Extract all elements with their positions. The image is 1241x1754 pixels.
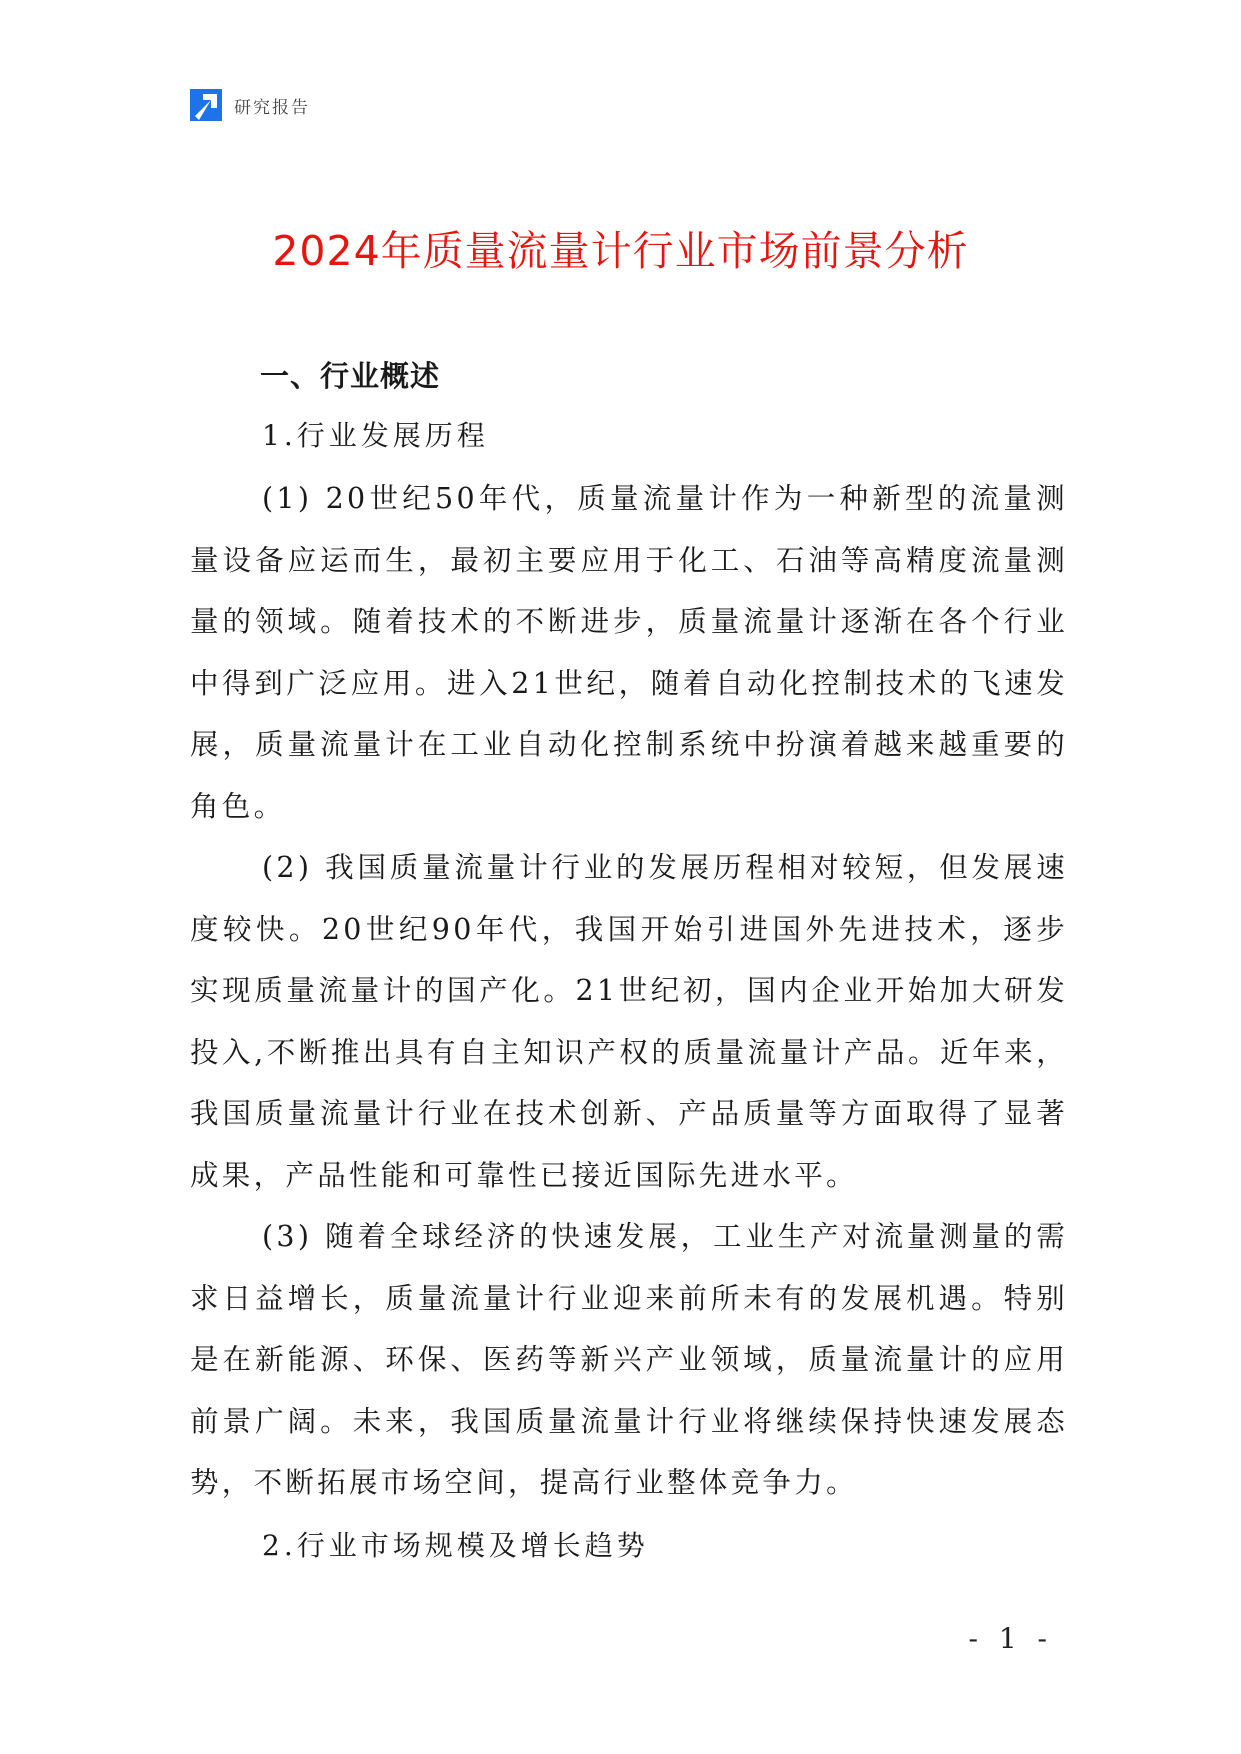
paragraph: (3) 随着全球经济的快速发展，工业生产对流量测量的需求日益增长，质量流量计行业迎来前所未有的发展机遇。特别是在新能源、环保、医药等新兴产业领域，质量流量计的应用前景广阔。未来，我国质量流量计行业将继续保持快速发展态势，不断拓展市场空间，提高行业整体竞争力。 [190,1220,1068,1499]
subsection-heading: 1.行业发展历程 [262,419,489,452]
header-label: 研究报告 [234,97,310,118]
arrow-up-right-icon [190,89,222,121]
paragraph: (2) 我国质量流量计行业的发展历程相对较短，但发展速度较快。20世纪90年代，我国开始引进国外先进技术，逐步实现质量流量计的国产化。21世纪初，国内企业开始加大研发投入,不断推出具有自主知识产权的质量流量计产品。近年来，我国质量流量计行业在技术创新、产品质量等方面取得了显著成果，产品性能和可靠性已接近国际先进水平。 [190,851,1068,1192]
paragraph: (1) 20世纪50年代，质量流量计作为一种新型的流量测量设备应运而生，最初主要应用于化工、石油等高精度流量测量的领域。随着技术的不断进步，质量流量计逐渐在各个行业中得到广泛应用。进入21世纪，随着自动化控制技术的飞速发展，质量流量计在工业自动化控制系统中扮演着越来越重要的角色。 [190,482,1068,823]
report-header [190,88,310,122]
document-title: 2024年质量流量计行业市场前景分析 [272,227,969,275]
subsection-heading: 2.行业市场规模及增长趋势 [262,1528,649,1562]
document-body [190,356,1068,1566]
page-number: - 1 - [968,1622,1053,1655]
section-heading: 一、行业概述 [260,359,441,393]
